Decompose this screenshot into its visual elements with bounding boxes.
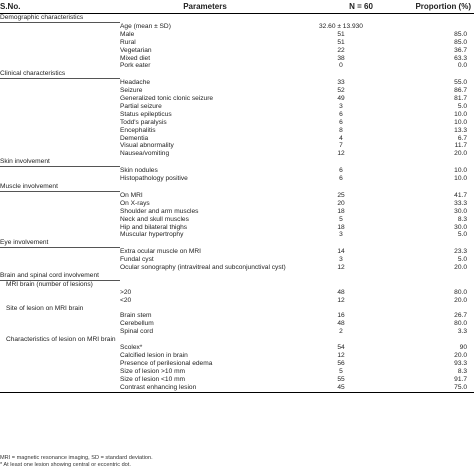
proportion-cell: 8.3 (457, 367, 467, 375)
table-row (0, 142, 474, 150)
table-row (0, 312, 474, 320)
parameter-cell: Scolex* (120, 344, 143, 352)
section-label: Brain and spinal cord involvement (0, 272, 120, 280)
proportion-cell: 85.0 (454, 38, 467, 46)
parameter-cell: Nausea/vomiting (120, 150, 170, 158)
table-row (0, 289, 474, 297)
count-cell: 3 (339, 102, 343, 110)
section-row (0, 272, 474, 280)
empty-cell (0, 352, 120, 360)
parameter-cell: Ocular sonography (intravitreal and subconjunctival cyst) (120, 264, 286, 272)
footnote-abbreviations: MRI = magnetic resonance imaging, SD = standard deviation. (0, 455, 153, 461)
count-cell: 3 (339, 256, 343, 264)
header-proportion: Proportion (%) (392, 0, 474, 14)
parameter-cell: On MRI (120, 191, 143, 199)
empty-cell (120, 305, 290, 313)
table-row (0, 150, 474, 158)
proportion-cell: 6.7 (457, 134, 467, 142)
empty-cell (0, 62, 120, 70)
table-row (0, 95, 474, 103)
count-cell: 51 (337, 38, 345, 46)
parameter-cell: Generalized tonic clonic seizure (120, 95, 214, 103)
parameter-cell: Headache (120, 78, 151, 86)
count-cell: 5 (339, 367, 343, 375)
empty-cell (0, 248, 120, 256)
count-cell: 18 (337, 207, 345, 215)
table-row (0, 62, 474, 70)
table-row (0, 55, 474, 63)
count-cell: 12 (337, 150, 345, 158)
proportion-cell: 11.7 (454, 142, 467, 150)
count-cell: 7 (339, 142, 343, 150)
parameter-cell: Muscular hypertrophy (120, 231, 184, 239)
proportion-cell: 8.3 (457, 215, 467, 223)
empty-cell (120, 14, 290, 23)
subsection-row (0, 280, 474, 288)
empty-cell (120, 239, 290, 247)
proportion-cell: 33.3 (454, 199, 467, 207)
empty-cell (290, 336, 392, 344)
proportion-cell: 90 (459, 344, 467, 352)
empty-cell (392, 305, 474, 313)
header-sno: S.No. (0, 0, 120, 14)
proportion-cell: 20.0 (454, 351, 467, 359)
parameter-cell: Todd's paralysis (120, 118, 167, 126)
empty-cell (0, 167, 120, 175)
table-row (0, 191, 474, 199)
count-cell: 45 (290, 384, 392, 392)
proportion-cell: 5.0 (457, 256, 467, 264)
count-cell: 4 (339, 134, 343, 142)
table-row (0, 127, 474, 135)
table-row (0, 103, 474, 111)
parameter-cell: Presence of perilesional edema (120, 359, 213, 367)
count-cell: 6 (339, 166, 343, 174)
empty-cell (0, 111, 120, 119)
parameter-cell: Skin nodules (120, 166, 158, 174)
table-row (0, 79, 474, 87)
table-row (0, 208, 474, 216)
parameter-cell: Status epilepticus (120, 110, 172, 118)
table-row (0, 264, 474, 272)
empty-cell (0, 224, 120, 232)
count-cell: 55 (337, 375, 345, 383)
proportion-cell: 55.0 (454, 78, 467, 86)
table-row (0, 376, 474, 384)
empty-cell (290, 305, 392, 313)
empty-cell (392, 272, 474, 280)
table-row (0, 119, 474, 127)
count-cell: 22 (337, 46, 345, 54)
count-cell: 48 (337, 288, 345, 296)
count-cell: 14 (337, 247, 345, 255)
parameter-cell: Size of lesion <10 mm (120, 375, 186, 383)
table-row (0, 328, 474, 336)
empty-cell (290, 70, 392, 78)
count-cell: 6 (339, 118, 343, 126)
table-header-row (0, 0, 474, 14)
count-cell: 5 (339, 215, 343, 223)
count-cell: 3 (339, 231, 343, 239)
empty-cell (0, 39, 120, 47)
count-cell: 52 (337, 87, 345, 95)
parameter-cell: Cerebellum (120, 320, 154, 328)
parameter-cell: Mixed diet (120, 54, 151, 62)
table-row (0, 47, 474, 55)
count-cell: 25 (337, 191, 345, 199)
empty-cell (0, 289, 120, 297)
section-label: Clinical characteristics (0, 70, 120, 78)
empty-cell (0, 231, 120, 239)
subsection-row (0, 336, 474, 344)
empty-cell (120, 70, 290, 78)
empty-cell (392, 280, 474, 288)
parameter-cell: Vegetarian (120, 46, 152, 54)
empty-cell (0, 55, 120, 63)
empty-cell (120, 280, 290, 288)
header-parameters: Parameters (120, 0, 290, 14)
empty-cell (0, 103, 120, 111)
empty-cell (290, 14, 392, 23)
proportion-cell: 0.0 (457, 62, 467, 70)
proportion-cell: 75.0 (392, 384, 474, 392)
empty-cell (0, 142, 120, 150)
empty-cell (392, 14, 474, 23)
empty-cell (0, 95, 120, 103)
empty-cell (0, 87, 120, 95)
parameter-cell: Size of lesion >10 mm (120, 367, 186, 375)
empty-cell (120, 183, 290, 191)
proportion-cell: 36.7 (454, 46, 467, 54)
count-cell: 49 (337, 95, 345, 103)
parameter-cell: Hip and bilateral thighs (120, 223, 188, 231)
empty-cell (290, 158, 392, 166)
table-row (0, 175, 474, 183)
parameter-cell: Encephalitis (120, 126, 156, 134)
table-row (0, 135, 474, 143)
empty-cell (290, 272, 392, 280)
proportion-cell: 10.0 (454, 175, 467, 183)
header-n: N = 60 (290, 0, 392, 14)
proportion-cell: 86.7 (454, 87, 467, 95)
count-cell: 6 (339, 175, 343, 183)
empty-cell (0, 376, 120, 384)
empty-cell (0, 31, 120, 39)
parameter-cell: Neck and skull muscles (120, 215, 189, 223)
proportion-cell: 10.0 (454, 166, 467, 174)
table-row (0, 216, 474, 224)
section-label: Demographic characteristics (0, 14, 120, 23)
table-row (0, 224, 474, 232)
empty-cell (0, 150, 120, 158)
empty-cell (290, 183, 392, 191)
section-row (0, 158, 474, 166)
empty-cell (0, 175, 120, 183)
empty-cell (0, 312, 120, 320)
empty-cell (0, 344, 120, 352)
count-cell: 12 (337, 351, 345, 359)
empty-cell (120, 336, 290, 344)
empty-cell (0, 208, 120, 216)
parameter-cell: Contrast enhancing lesion (120, 384, 290, 392)
empty-cell (0, 264, 120, 272)
proportion-cell: 20.0 (454, 296, 467, 304)
empty-cell (0, 200, 120, 208)
table-row (0, 111, 474, 119)
table-row (0, 22, 474, 30)
parameter-cell: Extra ocular muscle on MRI (120, 247, 201, 255)
empty-cell (392, 336, 474, 344)
count-cell: 48 (337, 320, 345, 328)
parameter-cell: Spinal cord (120, 328, 153, 336)
count-cell: 18 (337, 223, 345, 231)
count-cell: 2 (339, 328, 343, 336)
proportion-cell: 81.7 (454, 95, 467, 103)
table-row (0, 352, 474, 360)
parameter-cell: Male (120, 30, 135, 38)
footnotes (0, 455, 474, 469)
section-label: Eye involvement (0, 239, 120, 247)
table-row (0, 39, 474, 47)
empty-cell (120, 158, 290, 166)
table-row (0, 360, 474, 368)
empty-cell (0, 328, 120, 336)
proportion-cell: 30.0 (454, 207, 467, 215)
proportion-cell: 80.0 (454, 288, 467, 296)
empty-cell (0, 191, 120, 199)
count-cell: 16 (337, 312, 345, 320)
empty-cell (0, 360, 120, 368)
table-body (0, 14, 474, 393)
table-row (0, 31, 474, 39)
proportion-cell: 80.0 (454, 320, 467, 328)
section-row (0, 239, 474, 247)
empty-cell (392, 158, 474, 166)
subsection-row (0, 305, 474, 313)
parameter-cell: Rural (120, 38, 136, 46)
empty-cell (120, 272, 290, 280)
table-row (0, 231, 474, 239)
parameter-cell: Brain stem (120, 312, 152, 320)
parameter-cell: Visual abnormality (120, 142, 174, 150)
proportion-cell: 5.0 (457, 102, 467, 110)
empty-cell (0, 119, 120, 127)
proportion-cell: 63.3 (454, 54, 467, 62)
parameter-cell: Seizure (120, 87, 143, 95)
count-cell: 12 (337, 296, 345, 304)
section-row (0, 14, 474, 23)
empty-cell (392, 183, 474, 191)
empty-cell (0, 22, 120, 30)
table-row (0, 200, 474, 208)
count-cell: 38 (337, 54, 345, 62)
proportion-cell: 10.0 (454, 118, 467, 126)
section-label: Skin involvement (0, 158, 120, 166)
proportion-cell: 93.3 (454, 359, 467, 367)
proportion-cell: 20.0 (454, 264, 467, 272)
proportion-cell: 5.0 (457, 231, 467, 239)
section-row (0, 183, 474, 191)
subsection-label: MRI brain (number of lesions) (6, 280, 93, 288)
empty-cell (0, 127, 120, 135)
proportion-cell: 26.7 (454, 312, 467, 320)
empty-cell (0, 320, 120, 328)
proportion-cell: 20.0 (454, 150, 467, 158)
section-label: Muscle involvement (0, 183, 120, 191)
proportion-cell: 3.3 (457, 328, 467, 336)
proportion-cell: 10.0 (454, 110, 467, 118)
empty-cell (290, 239, 392, 247)
count-cell: 8 (339, 126, 343, 134)
empty-cell (0, 384, 120, 392)
proportion-cell: 30.0 (454, 223, 467, 231)
count-cell: 6 (339, 110, 343, 118)
proportion-cell: 23.3 (454, 247, 467, 255)
empty-cell (392, 70, 474, 78)
table-row (0, 384, 474, 392)
parameter-cell: <20 (120, 296, 132, 304)
proportion-cell: 91.7 (454, 375, 467, 383)
subsection-label: Characteristics of lesion on MRI brain (6, 336, 116, 344)
count-cell: 32.60 ± 13.930 (319, 22, 363, 30)
empty-cell (0, 368, 120, 376)
parameter-cell: Shoulder and arm muscles (120, 207, 199, 215)
parameter-cell: Dementia (120, 134, 149, 142)
empty-cell (0, 256, 120, 264)
table-row (0, 368, 474, 376)
count-cell: 54 (337, 344, 345, 352)
empty-cell (290, 280, 392, 288)
proportion-cell: 85.0 (454, 30, 467, 38)
subsection-label: Site of lesion on MRI brain (6, 304, 84, 312)
table-row (0, 87, 474, 95)
table-row (0, 167, 474, 175)
proportion-cell: 41.7 (454, 191, 467, 199)
parameter-cell: >20 (120, 288, 132, 296)
proportion-cell: 13.3 (454, 126, 467, 134)
table-row (0, 256, 474, 264)
parameter-cell: On X-rays (120, 199, 150, 207)
table-row (0, 320, 474, 328)
parameter-cell: Fundal cyst (120, 256, 154, 264)
parameter-cell: Age (mean ± SD) (120, 22, 171, 30)
parameter-cell: Partial seizure (120, 102, 162, 110)
count-cell: 56 (337, 359, 345, 367)
footnote-asterisk: * At least one lesion showing central or eccentric dot. (0, 462, 131, 468)
count-cell: 51 (337, 30, 345, 38)
parameter-cell: Histopathology positive (120, 175, 188, 183)
count-cell: 33 (337, 78, 345, 86)
empty-cell (0, 47, 120, 55)
section-row (0, 70, 474, 78)
count-cell: 20 (337, 199, 345, 207)
empty-cell (392, 239, 474, 247)
parameter-cell: Pork eater (120, 62, 151, 70)
table-row (0, 297, 474, 305)
table-row (0, 344, 474, 352)
empty-cell (0, 216, 120, 224)
empty-cell (0, 297, 120, 305)
proportion-cell (392, 22, 474, 30)
empty-cell (0, 135, 120, 143)
table-row (0, 248, 474, 256)
parameter-cell: Calcified lesion in brain (120, 351, 188, 359)
empty-cell (0, 79, 120, 87)
count-cell: 12 (337, 264, 345, 272)
count-cell: 0 (339, 62, 343, 70)
